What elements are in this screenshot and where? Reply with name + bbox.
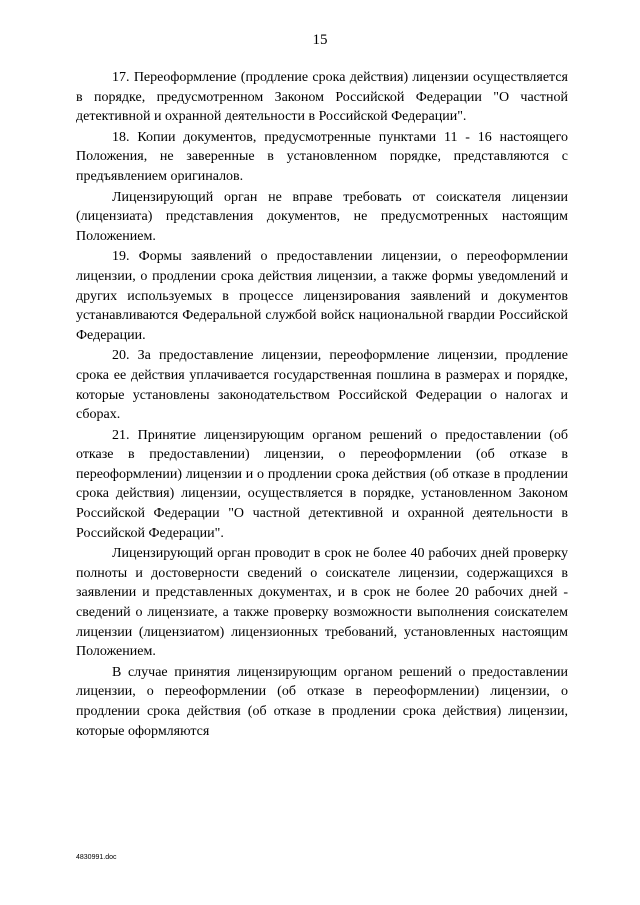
paragraph-17: 17. Переоформление (продление срока действия) лицензии осуществляется в порядке, предусмотренном Законом Российской Федерации "О частной детективной и охранной деятельности в Российской Федерации".: [76, 70, 568, 125]
paragraph-21: 21. Принятие лицензирующим органом решений о предоставлении (об отказе в предоставлении) лицензии, о переоформлении (об отказе в переоформлении) лицензии и о продлении срока действия (об отказе в продлении срока действия) лицензии, осуществляется в порядке, установленном Законом Российской Федерации "О частной детективной и охранной деятельности в Российской Федерации".: [76, 427, 568, 541]
file-name-footer: 4830991.doc: [76, 854, 117, 861]
paragraph-21-check-terms: Лицензирующий орган проводит в срок не более 40 рабочих дней проверку полноты и достоверности сведений о соискателе лицензии, содержащихся в заявлении и представленных документах, и в срок не более 20 рабочих дней - сведений о лицензиате, а также проверку возможности выполнения соискателем лицензии (лицензиатом) лицензионных требований, установленных настоящим Положением.: [76, 546, 568, 660]
page-number: 15: [312, 32, 328, 48]
paragraph-18-note: Лицензирующий орган не вправе требовать от соискателя лицензии (лицензиата) представления документов, не предусмотренных настоящим Положением.: [76, 189, 568, 244]
document-body: [76, 68, 568, 742]
paragraph-21-decisions: В случае принятия лицензирующим органом решений о предоставлении лицензии, о переоформлении (об отказе в переоформлении) лицензии, о продлении срока действия (об отказе в продлении срока действия) лицензии, которые оформляются: [76, 664, 568, 739]
paragraph-18: 18. Копии документов, предусмотренные пунктами 11 - 16 настоящего Положения, не заверенные в установленном порядке, представляются с предъявлением оригиналов.: [76, 129, 568, 184]
paragraph-20: 20. За предоставление лицензии, переоформление лицензии, продление срока ее действия уплачивается государственная пошлина в размерах и порядке, которые установлены законодательством Российской Федерации о налогах и сборах.: [76, 348, 568, 423]
paragraph-19: 19. Формы заявлений о предоставлении лицензии, о переоформлении лицензии, о продлении срока действия лицензии, а также формы уведомлений и других используемых в процессе лицензирования заявлений и документов устанавливаются Федеральной службой войск национальной гвардии Российской Федерации.: [76, 249, 568, 343]
